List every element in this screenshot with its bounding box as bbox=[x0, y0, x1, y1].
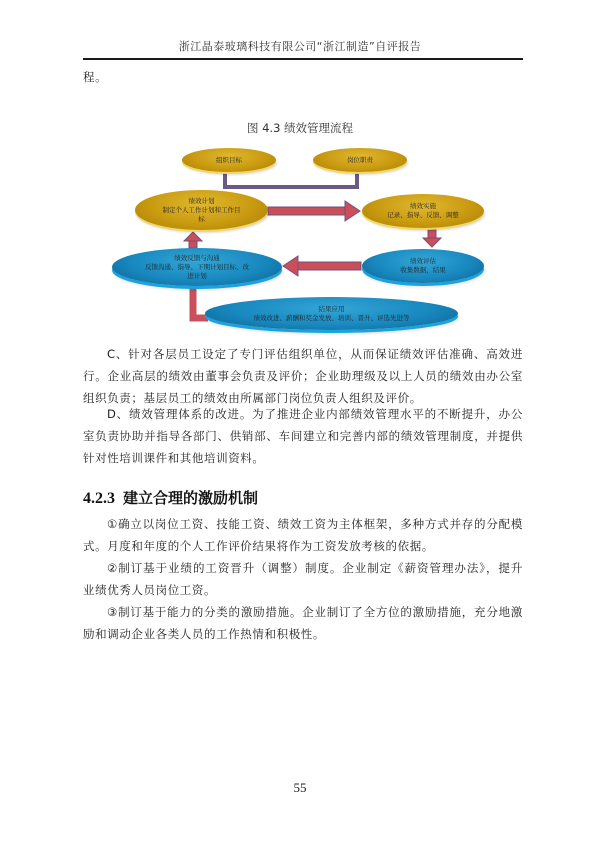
node-label: 结果应用 bbox=[318, 304, 345, 313]
node-performance-implementation bbox=[362, 194, 484, 228]
paragraph-c: C、针对各层员工设定了专门评估组织单位，从而保证绩效评估准确、高效进行。企业高层的绩效由董事会负责及评价；企业助理级及以上人员的绩效由办公室组织负责；基层员工的绩效由所属部门岗位负责人组织及评价。 bbox=[83, 347, 523, 405]
node-label: 组织目标 bbox=[216, 155, 242, 164]
paragraph-d: D、绩效管理体系的改进。为了推进企业内部绩效管理水平的不断提升，办公室负责协助并指导各部门、供销部、车间建立和完善内部的绩效管理制度，并提供针对性培训课件和其他培训资料。 bbox=[83, 407, 523, 465]
arrow-up-icon bbox=[184, 232, 202, 248]
list-item: ③制订基于能力的分类的激励措施。企业制订了全方位的激励措施，充分地激励和调动企业各类人员的工作热情和积极性。 bbox=[83, 605, 523, 641]
node-label: 绩效实施 bbox=[410, 202, 436, 210]
node-sublabel: 进计划 bbox=[187, 271, 207, 280]
section-title: 建立合理的激励机制 bbox=[123, 489, 259, 507]
header-title: 浙江晶泰玻璃科技有限公司“浙江制造”自评报告 bbox=[178, 40, 422, 53]
node-sublabel: 绩效改进、薪酬和奖金发放、培训、晋升、评选先进等 bbox=[253, 313, 410, 322]
node-sublabel: 标 bbox=[198, 214, 205, 223]
node-label: 岗位职责 bbox=[347, 155, 373, 164]
node-label: 绩效反馈与沟通 bbox=[174, 253, 220, 262]
list-item: ①确立以岗位工资、技能工资、绩效工资为主体框架，多种方式并存的分配模式。月度和年度的个人工作评价结果将作为工资发放考核的依据。 bbox=[83, 517, 523, 553]
arrow-down-icon bbox=[423, 230, 441, 247]
section-heading bbox=[83, 487, 258, 508]
arrow-right-icon bbox=[268, 201, 360, 221]
node-performance-plan bbox=[135, 190, 268, 230]
node-label: 绩效计划 bbox=[188, 196, 215, 205]
page-number: 55 bbox=[293, 780, 307, 795]
section-number: 4.2.3 bbox=[83, 490, 115, 507]
node-sublabel: 制定个人工作计划和工作目 bbox=[162, 205, 241, 214]
performance-management-flow-diagram bbox=[100, 140, 485, 340]
continuation-text: 程。 bbox=[83, 70, 108, 84]
connector-line bbox=[225, 172, 357, 187]
node-performance-evaluation bbox=[362, 249, 484, 283]
figure-caption: 图 4.3 绩效管理流程 bbox=[246, 121, 354, 135]
node-org-goal bbox=[182, 148, 276, 172]
node-sublabel: 收集数据，结果 bbox=[400, 266, 446, 274]
node-result-application bbox=[205, 297, 458, 330]
header-divider bbox=[83, 58, 523, 60]
list-item: ②制订基于业绩的工资晋升（调整）制度。企业制定《薪资管理办法》，提升业绩优秀人员岗位工资。 bbox=[83, 561, 523, 597]
node-job-duty bbox=[313, 148, 407, 172]
node-sublabel: 记录、指导、反馈、调整 bbox=[387, 211, 459, 219]
node-performance-feedback bbox=[112, 248, 282, 286]
arrow-left-icon bbox=[283, 256, 361, 276]
node-label: 绩效评估 bbox=[410, 257, 436, 265]
node-sublabel: 反馈沟通、指导、下期计划目标、改 bbox=[145, 262, 249, 271]
